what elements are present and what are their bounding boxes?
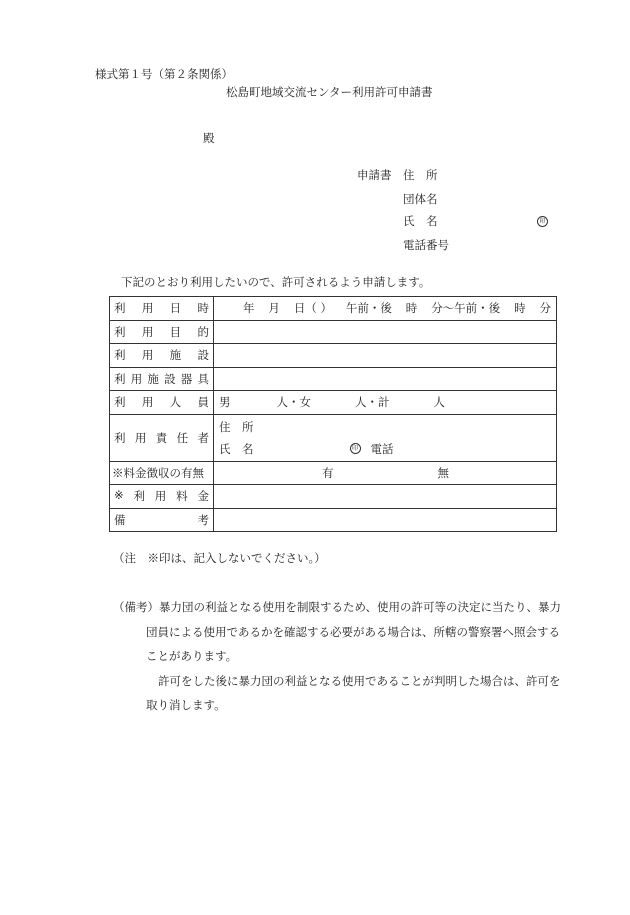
form-title: 松島町地域交流センター利用許可申請書	[226, 85, 433, 99]
label-manager: 利 用 責 任 者	[110, 414, 214, 461]
fee-no-option[interactable]: 無	[437, 465, 449, 480]
applicant-name-label: 氏 名	[403, 214, 438, 228]
table-row	[110, 461, 557, 485]
label-facility: 利 用 施 設	[110, 344, 214, 368]
table-row	[110, 320, 557, 344]
fee-yes-option[interactable]: 有	[322, 465, 334, 480]
addressee: 殿	[203, 131, 215, 145]
applicant-phone-label: 電話番号	[403, 238, 449, 252]
table-row	[110, 414, 557, 461]
table-row	[110, 344, 557, 368]
facility-field[interactable]	[214, 344, 557, 368]
label-people: 利 用 人 員	[110, 391, 214, 415]
remarks-block	[113, 595, 573, 718]
manager-name-line: 氏 名 印 電話	[219, 441, 394, 456]
applicant-address-label: 住 所	[403, 168, 438, 182]
label-remarks: 備 考	[110, 508, 214, 532]
people-field[interactable]: 男 人・女 人・計 人	[214, 391, 557, 415]
manager-address-line: 住 所	[219, 419, 254, 434]
label-datetime: 利 用 日 時	[110, 297, 214, 321]
applicant-label: 申請書	[357, 168, 392, 182]
note-text: （注 ※印は、記入しないでください。）	[113, 551, 326, 565]
purpose-field[interactable]	[214, 320, 557, 344]
applicant-seal-mark: 印	[537, 213, 548, 227]
form-number: 様式第１号（第２条関係）	[95, 67, 233, 81]
fee-field[interactable]	[214, 485, 557, 509]
manager-field[interactable]	[214, 414, 557, 461]
equipment-field[interactable]	[214, 367, 557, 391]
label-fee-collection: ※料金徴収の有無	[110, 461, 214, 485]
manager-seal-mark: 印	[350, 443, 361, 454]
remarks-line: 取り消します。	[146, 698, 226, 713]
remarks-line: ことがあります。	[146, 649, 238, 664]
remarks-line: 団員による使用であるかを確認する必要がある場合は、所轄の警察署へ照会する	[146, 624, 560, 639]
table-row	[110, 297, 557, 321]
application-table	[109, 296, 557, 532]
datetime-field[interactable]: 年 月 日（ ） 午前・後 時 分〜午前・後 時 分	[214, 297, 557, 321]
fee-collection-field[interactable]	[214, 461, 557, 485]
table-row	[110, 391, 557, 415]
remarks-line: 許可をした後に暴力団の利益となる使用であることが判明した場合は、許可を	[158, 673, 561, 688]
label-fee: ※ 利 用 料 金	[110, 485, 214, 509]
intro-text: 下記のとおり利用したいので、許可されるよう申請します。	[121, 275, 431, 289]
remarks-field[interactable]	[214, 508, 557, 532]
remarks-line: （備考）暴力団の利益となる使用を制限するため、使用の許可等の決定に当たり、暴力	[113, 600, 562, 614]
label-purpose: 利 用 目 的	[110, 320, 214, 344]
applicant-group-label: 団体名	[403, 192, 438, 206]
label-equipment: 利 用 施 設 器 具	[110, 367, 214, 391]
table-row	[110, 367, 557, 391]
table-row	[110, 508, 557, 532]
table-row	[110, 485, 557, 509]
